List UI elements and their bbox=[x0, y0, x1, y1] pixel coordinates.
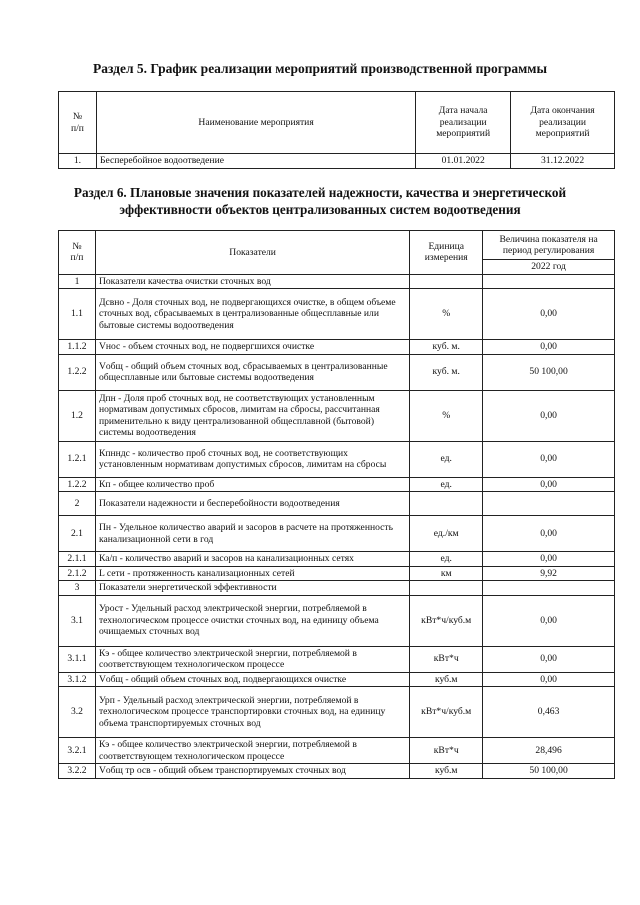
header-year: 2022 год bbox=[483, 260, 615, 275]
row-value bbox=[483, 274, 615, 289]
header-activity-name: Наименование мероприятия bbox=[96, 92, 415, 154]
row-activity-name: Бесперебойное водоотведение bbox=[96, 154, 415, 169]
row-num: 3 bbox=[59, 581, 96, 596]
section-5-title: Раздел 5. График реализации мероприятий производственной программы bbox=[92, 61, 548, 76]
header-start-date: Дата начала реализации мероприятий bbox=[416, 92, 511, 154]
header-end-date: Дата окончания реализации мероприятий bbox=[511, 92, 615, 154]
row-indicator-name: Дсвно - Доля сточных вод, не подвергающихся очистке, в общем объеме сточных вод, сбрасываемых в централизованные общесплавные или бытовые системы водоотведения bbox=[95, 289, 409, 340]
row-value: 0,00 bbox=[483, 340, 615, 355]
row-indicator-name: Дпн - Доля проб сточных вод, не соответствующих установленным нормативам допустимых сбросов, лимитам на сбросы, рассчитанная применительно к виду централизованной общесплавной (бытовой) системы водоотведения bbox=[95, 390, 409, 441]
table-row bbox=[59, 390, 615, 441]
row-num: 2.1 bbox=[59, 516, 96, 552]
row-end-date: 31.12.2022 bbox=[511, 154, 615, 169]
row-indicator-name: Урост - Удельный расход электрической энергии, потребляемой в технологическом процессе очистки сточных вод, на единицу объема очищаемых сточных вод bbox=[95, 595, 409, 646]
row-start-date: 01.01.2022 bbox=[416, 154, 511, 169]
table-row bbox=[59, 672, 615, 687]
row-indicator-name: Показатели надежности и бесперебойности водоотведения bbox=[95, 492, 409, 516]
row-value: 0,00 bbox=[483, 516, 615, 552]
row-value: 0,00 bbox=[483, 477, 615, 492]
header-indicators: Показатели bbox=[95, 231, 409, 275]
row-num: 3.2.1 bbox=[59, 738, 96, 764]
row-value: 0,00 bbox=[483, 441, 615, 477]
row-num: 3.1.1 bbox=[59, 646, 96, 672]
row-unit: ед./км bbox=[410, 516, 483, 552]
row-num: 3.1.2 bbox=[59, 672, 96, 687]
row-num: 1 bbox=[59, 274, 96, 289]
table-row bbox=[59, 566, 615, 581]
row-unit: ед. bbox=[410, 477, 483, 492]
schedule-table bbox=[58, 91, 615, 169]
row-unit: кВт*ч bbox=[410, 738, 483, 764]
row-indicator-name: Кп - общее количество проб bbox=[95, 477, 409, 492]
row-unit bbox=[410, 492, 483, 516]
table-row bbox=[59, 154, 615, 169]
table-row bbox=[59, 477, 615, 492]
row-num: 3.2.2 bbox=[59, 764, 96, 779]
table-row bbox=[59, 516, 615, 552]
row-value: 0,00 bbox=[483, 595, 615, 646]
row-unit: км bbox=[410, 566, 483, 581]
header-value: Величина показателя на период регулирования bbox=[483, 231, 615, 260]
row-unit: ед. bbox=[410, 441, 483, 477]
row-value bbox=[483, 492, 615, 516]
row-num: 1.2 bbox=[59, 390, 96, 441]
row-num: 1.2.2 bbox=[59, 354, 96, 390]
row-unit: кВт*ч bbox=[410, 646, 483, 672]
row-unit: ед. bbox=[410, 552, 483, 567]
row-unit: куб.м bbox=[410, 672, 483, 687]
row-indicator-name: Показатели энергетической эффективности bbox=[95, 581, 409, 596]
row-indicator-name: Ка/п - количество аварий и засоров на канализационных сетях bbox=[95, 552, 409, 567]
table-row bbox=[59, 764, 615, 779]
row-num: 1.2.2 bbox=[59, 477, 96, 492]
section-6-title-line2: эффективности объектов централизованных систем водоотведения bbox=[119, 202, 521, 217]
section-6-title-line1: Раздел 6. Плановые значения показателей надежности, качества и энергетической bbox=[73, 185, 567, 200]
row-indicator-name: L сети - протяженность канализационных сетей bbox=[95, 566, 409, 581]
row-unit: кВт*ч/куб.м bbox=[410, 595, 483, 646]
row-num: 1. bbox=[59, 154, 97, 169]
row-indicator-name: Vобщ - общий объем сточных вод, подвергающихся очистке bbox=[95, 672, 409, 687]
indicators-table bbox=[58, 230, 615, 779]
row-value: 9,92 bbox=[483, 566, 615, 581]
row-value bbox=[483, 581, 615, 596]
row-indicator-name: Vнос - объем сточных вод, не подвергшихся очистке bbox=[95, 340, 409, 355]
row-num: 2 bbox=[59, 492, 96, 516]
table-row bbox=[59, 340, 615, 355]
row-unit bbox=[410, 274, 483, 289]
row-indicator-name: Урп - Удельный расход электрической энергии, потребляемой в технологическом процессе транспортировки сточных вод, на единицу объема транспортируемых сточных вод bbox=[95, 687, 409, 738]
row-indicator-name: Кпнндс - количество проб сточных вод, не соответствующих установленным нормативам допустимых сбросов, лимитам на сбросы bbox=[95, 441, 409, 477]
row-num: 3.1 bbox=[59, 595, 96, 646]
header-num: № п/п bbox=[59, 92, 97, 154]
row-value: 28,496 bbox=[483, 738, 615, 764]
row-num: 1.1.2 bbox=[59, 340, 96, 355]
row-value: 0,00 bbox=[483, 552, 615, 567]
row-value: 0,00 bbox=[483, 646, 615, 672]
row-indicator-name: Vобщ тр осв - общий объем транспортируемых сточных вод bbox=[95, 764, 409, 779]
row-indicator-name: Кэ - общее количество электрической энергии, потребляемой в соответствующем технологическом процессе bbox=[95, 738, 409, 764]
row-unit bbox=[410, 581, 483, 596]
table-row bbox=[59, 354, 615, 390]
row-indicator-name: Показатели качества очистки сточных вод bbox=[95, 274, 409, 289]
section-6-title bbox=[0, 184, 640, 218]
row-value: 50 100,00 bbox=[483, 764, 615, 779]
table-row bbox=[59, 289, 615, 340]
row-unit: куб. м. bbox=[410, 340, 483, 355]
row-unit: куб.м bbox=[410, 764, 483, 779]
table-row bbox=[59, 441, 615, 477]
row-unit: куб. м. bbox=[410, 354, 483, 390]
table-row bbox=[59, 595, 615, 646]
table-row bbox=[59, 492, 615, 516]
table-row bbox=[59, 552, 615, 567]
row-num: 2.1.1 bbox=[59, 552, 96, 567]
table-row bbox=[59, 687, 615, 738]
row-num: 3.2 bbox=[59, 687, 96, 738]
row-num: 1.1 bbox=[59, 289, 96, 340]
header-unit: Единица измерения bbox=[410, 231, 483, 275]
row-num: 1.2.1 bbox=[59, 441, 96, 477]
table-row bbox=[59, 646, 615, 672]
row-value: 0,00 bbox=[483, 390, 615, 441]
row-indicator-name: Пн - Удельное количество аварий и засоров в расчете на протяженность канализационной сети в год bbox=[95, 516, 409, 552]
header-num: № п/п bbox=[59, 231, 96, 275]
row-indicator-name: Кэ - общее количество электрической энергии, потребляемой в соответствующем технологическом процессе bbox=[95, 646, 409, 672]
table-row bbox=[59, 738, 615, 764]
row-unit: % bbox=[410, 390, 483, 441]
table-row bbox=[59, 581, 615, 596]
row-value: 0,463 bbox=[483, 687, 615, 738]
row-value: 0,00 bbox=[483, 289, 615, 340]
row-indicator-name: Vобщ - общий объем сточных вод, сбрасываемых в централизованные общесплавные или бытовые системы водоотведения bbox=[95, 354, 409, 390]
table-row bbox=[59, 274, 615, 289]
row-value: 0,00 bbox=[483, 672, 615, 687]
row-unit: кВт*ч/куб.м bbox=[410, 687, 483, 738]
row-unit: % bbox=[410, 289, 483, 340]
row-value: 50 100,00 bbox=[483, 354, 615, 390]
row-num: 2.1.2 bbox=[59, 566, 96, 581]
